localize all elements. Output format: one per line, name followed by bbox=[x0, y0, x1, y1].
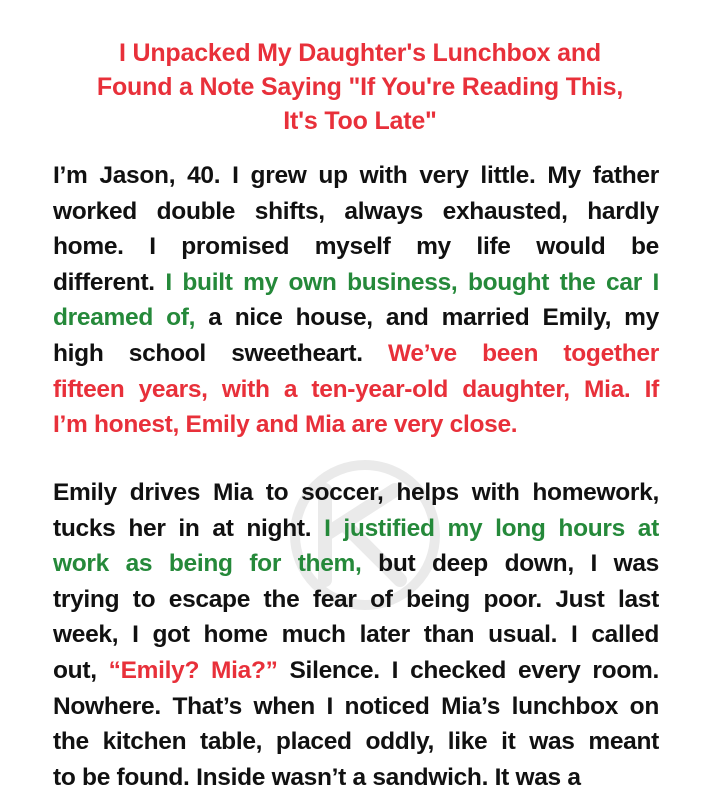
text-line bbox=[53, 546, 659, 582]
text-segment: trying to escape the fear of being poor. Just last bbox=[53, 585, 659, 613]
highlighted-text-red: fifteen years, with a ten-year-old daughter, Mia. If bbox=[53, 375, 659, 403]
text-segment: I’m Jason, 40. I grew up with very little. My father bbox=[53, 162, 659, 189]
text-line bbox=[53, 582, 659, 618]
text-line bbox=[53, 617, 659, 653]
text-segment: to be found. Inside wasn’t a sandwich. It was a bbox=[53, 763, 581, 791]
text-line bbox=[53, 475, 659, 511]
text-line bbox=[53, 336, 659, 372]
text-segment: the kitchen table, placed oddly, like it was meant bbox=[53, 728, 659, 756]
text-line bbox=[53, 194, 659, 230]
text-segment: worked double shifts, always exhausted, hardly bbox=[53, 197, 659, 225]
text-line bbox=[53, 229, 659, 265]
highlighted-text-green: work as being for them, bbox=[53, 550, 362, 578]
highlighted-text-red: “Emily? Mia?” bbox=[108, 656, 278, 684]
story-paragraph-1 bbox=[53, 158, 659, 443]
text-line bbox=[53, 653, 659, 689]
text-segment: a nice house, and married Emily, my bbox=[195, 304, 659, 332]
highlighted-text-green: dreamed of, bbox=[53, 304, 196, 332]
text-line bbox=[53, 265, 659, 301]
text-segment: out, bbox=[53, 656, 109, 684]
text-segment: Emily drives Mia to soccer, helps with homework, bbox=[53, 479, 659, 506]
text-segment: different. bbox=[53, 268, 166, 296]
text-line bbox=[53, 689, 659, 725]
story-paragraph-2 bbox=[53, 475, 659, 795]
text-line bbox=[53, 300, 659, 336]
text-segment: high school sweetheart. bbox=[53, 339, 388, 367]
text-line bbox=[53, 407, 659, 443]
text-segment: home. I promised myself my life would be bbox=[53, 233, 659, 261]
text-line bbox=[53, 724, 659, 760]
text-line bbox=[53, 760, 659, 795]
title-line: I Unpacked My Daughter's Lunchbox and bbox=[119, 39, 601, 67]
text-segment: Nowhere. That’s when I noticed Mia’s lunchbox on bbox=[53, 692, 659, 720]
story-title bbox=[40, 36, 680, 138]
text-segment: week, I got home much later than usual. I called bbox=[53, 621, 659, 649]
highlighted-text-red: We’ve been together bbox=[388, 339, 659, 367]
highlighted-text-green: I justified my long hours at bbox=[324, 514, 659, 542]
title-line: It's Too Late" bbox=[283, 107, 437, 135]
text-line bbox=[53, 511, 659, 547]
text-segment: Silence. I checked every room. bbox=[277, 656, 659, 684]
text-segment: tucks her in at night. bbox=[53, 514, 325, 542]
highlighted-text-red: I’m honest, Emily and Mia are very close. bbox=[53, 411, 518, 439]
highlighted-text-green: I built my own business, bought the car I bbox=[165, 268, 659, 296]
text-segment: but deep down, I was bbox=[361, 550, 659, 578]
text-line bbox=[53, 372, 659, 408]
text-line bbox=[53, 158, 659, 194]
title-line: Found a Note Saying "If You're Reading This, bbox=[96, 73, 624, 101]
